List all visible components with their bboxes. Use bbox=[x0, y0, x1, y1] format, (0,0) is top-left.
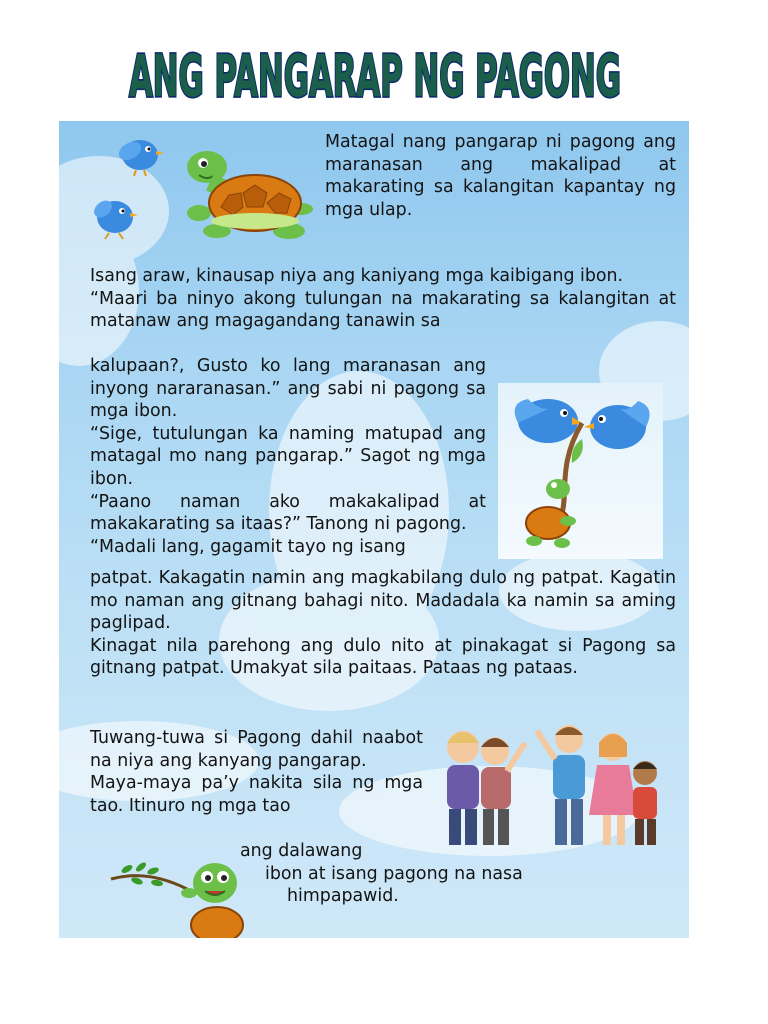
paragraph-block-plan bbox=[90, 567, 676, 680]
paragraph-text: Kinagat nila parehong ang dulo nito at pinakagat si Pagong sa gitnang patpat. Umakyat sila paitaas. Pataas ng pataas. bbox=[90, 635, 676, 679]
paragraph-text: “Paano naman ako makakalipad at makakarating sa itaas?” Tanong ni pagong. bbox=[90, 491, 486, 535]
paragraph-block-beside-illustration bbox=[90, 355, 486, 558]
paragraph-text: ibon at isang pagong na nasa bbox=[265, 863, 523, 884]
story-panel bbox=[59, 121, 689, 938]
paragraph-intro bbox=[325, 131, 676, 221]
paragraph-text: Maya-maya pa’y nakita sila ng mga tao. Itinuro ng mga tao bbox=[90, 773, 423, 816]
paragraph-text: ang dalawang bbox=[240, 841, 363, 861]
paragraph-text: Matagal nang pangarap ni pagong ang maranasan ang makalipad at makarating sa kalangitan kapantay ng mga ulap. bbox=[325, 132, 676, 220]
paragraph-block-flight bbox=[90, 727, 423, 817]
paragraph-text: “Sige, tutulungan ka naming matupad ang matagal mo nang pangarap.” Sagot ng mga ibon. bbox=[90, 423, 486, 489]
birds-carrying-turtle-illustration bbox=[498, 383, 663, 559]
paragraph-text: patpat. Kakagatin namin ang magkabilang dulo ng patpat. Kagatin mo naman ang gitnang bahagi nito. Madadala ka namin sa aming paglipad. bbox=[90, 568, 676, 634]
paragraph-text: “Maari ba ninyo akong tulungan na makarating sa kalangitan at matanaw ang magagandang tanawin sa bbox=[90, 288, 676, 332]
paragraph-block-ending bbox=[90, 840, 676, 908]
story-title bbox=[120, 38, 630, 110]
people-pointing-illustration bbox=[433, 721, 667, 851]
paragraph-text: Isang araw, kinausap niya ang kaniyang mga kaibigang ibon. bbox=[90, 266, 624, 286]
story-title-text: ANG PANGARAP NG PAGONG bbox=[129, 42, 621, 110]
turtle-icon bbox=[179, 147, 314, 247]
paragraph-text: Tuwang-tuwa si Pagong dahil naabot na niya ang kanyang pangarap. bbox=[90, 728, 423, 771]
paragraph-text: kalupaan?, Gusto ko lang maranasan ang inyong nararanasan.” ang sabi ni pagong sa mga ibon. bbox=[90, 356, 486, 422]
paragraph-text: “Madali lang, gagamit tayo ng isang bbox=[90, 536, 406, 557]
paragraph-block-conversation bbox=[90, 265, 676, 333]
bird-icon bbox=[89, 187, 141, 241]
bird-icon bbox=[114, 127, 166, 177]
paragraph-text: himpapawid. bbox=[287, 886, 399, 907]
